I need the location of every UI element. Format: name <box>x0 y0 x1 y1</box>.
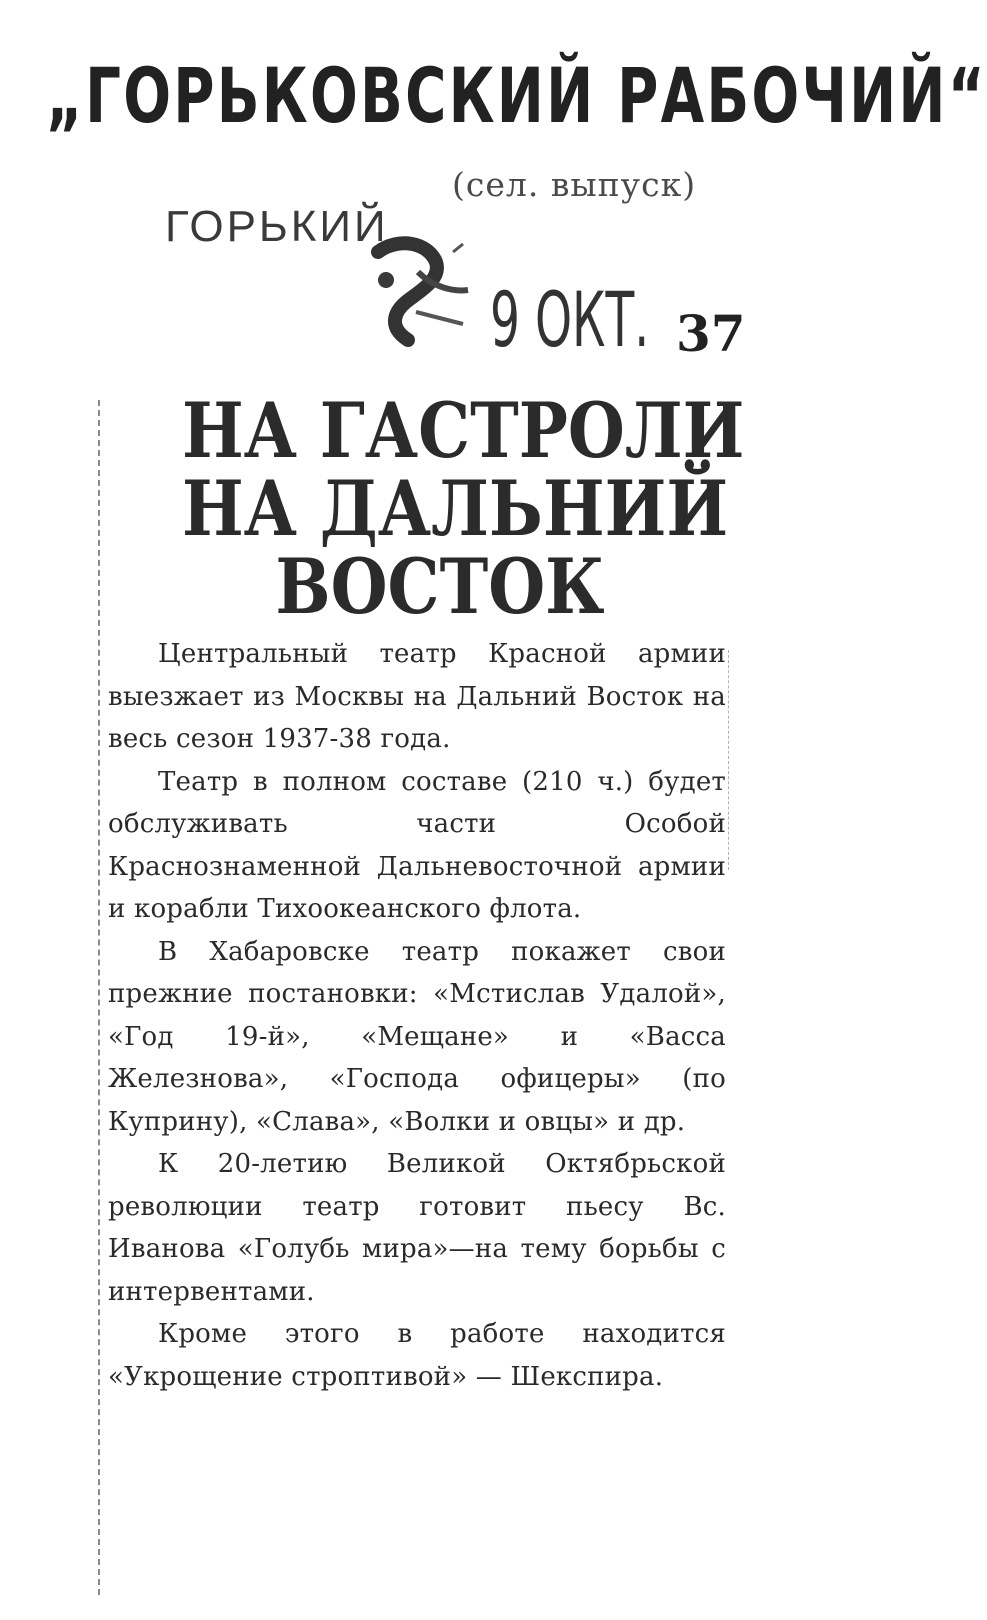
column-rule <box>98 400 100 1595</box>
column-rule-right <box>728 650 729 870</box>
stamp-year: 37 <box>676 304 746 363</box>
headline-line-3: ВОСТОК <box>275 542 605 631</box>
article-headline <box>182 386 745 631</box>
headline-line-2: НА ДАЛЬНИЙ <box>182 464 729 553</box>
stamp-city: ГОРЬКИЙ <box>165 202 389 251</box>
paragraph: Центральный театр Красной армии выезжает из Москвы на Дальний Восток на весь сезон 1937-38 года. <box>108 639 726 754</box>
paragraph: К 20-летию Великой Октябрьской революции театр готовит пьесу Вс. Иванова «Голубь мира»—на тему борьбы с интервентами. <box>108 1149 726 1307</box>
paragraph: Кроме этого в работе находится «Укрощение строптивой» — Шекспира. <box>108 1319 726 1392</box>
paragraph: В Хабаровске театр покажет свои прежние постановки: «Мстислав Удалой», «Год 19-й», «Мещане» и «Васса Железнова», «Господа офицеры» (по Куприну), «Слава», «Волки и овцы» и др. <box>108 936 726 1137</box>
headline-line-1: НА ГАСТРОЛИ <box>182 386 745 475</box>
newspaper-masthead: „ГОРЬКОВСКИЙ РАБОЧИЙ“ <box>46 51 987 140</box>
edition-label: (сел. выпуск) <box>452 165 697 204</box>
paragraph: Театр в полном составе (210 ч.) будет обслуживать части Особой Краснознаменной Дальневосточной армии и корабли Тихоокеанского флота. <box>108 766 726 924</box>
article-body <box>108 633 726 1398</box>
stamp-date: 9 ОКТ. <box>490 275 650 364</box>
stamp-seal-mark <box>358 232 478 362</box>
